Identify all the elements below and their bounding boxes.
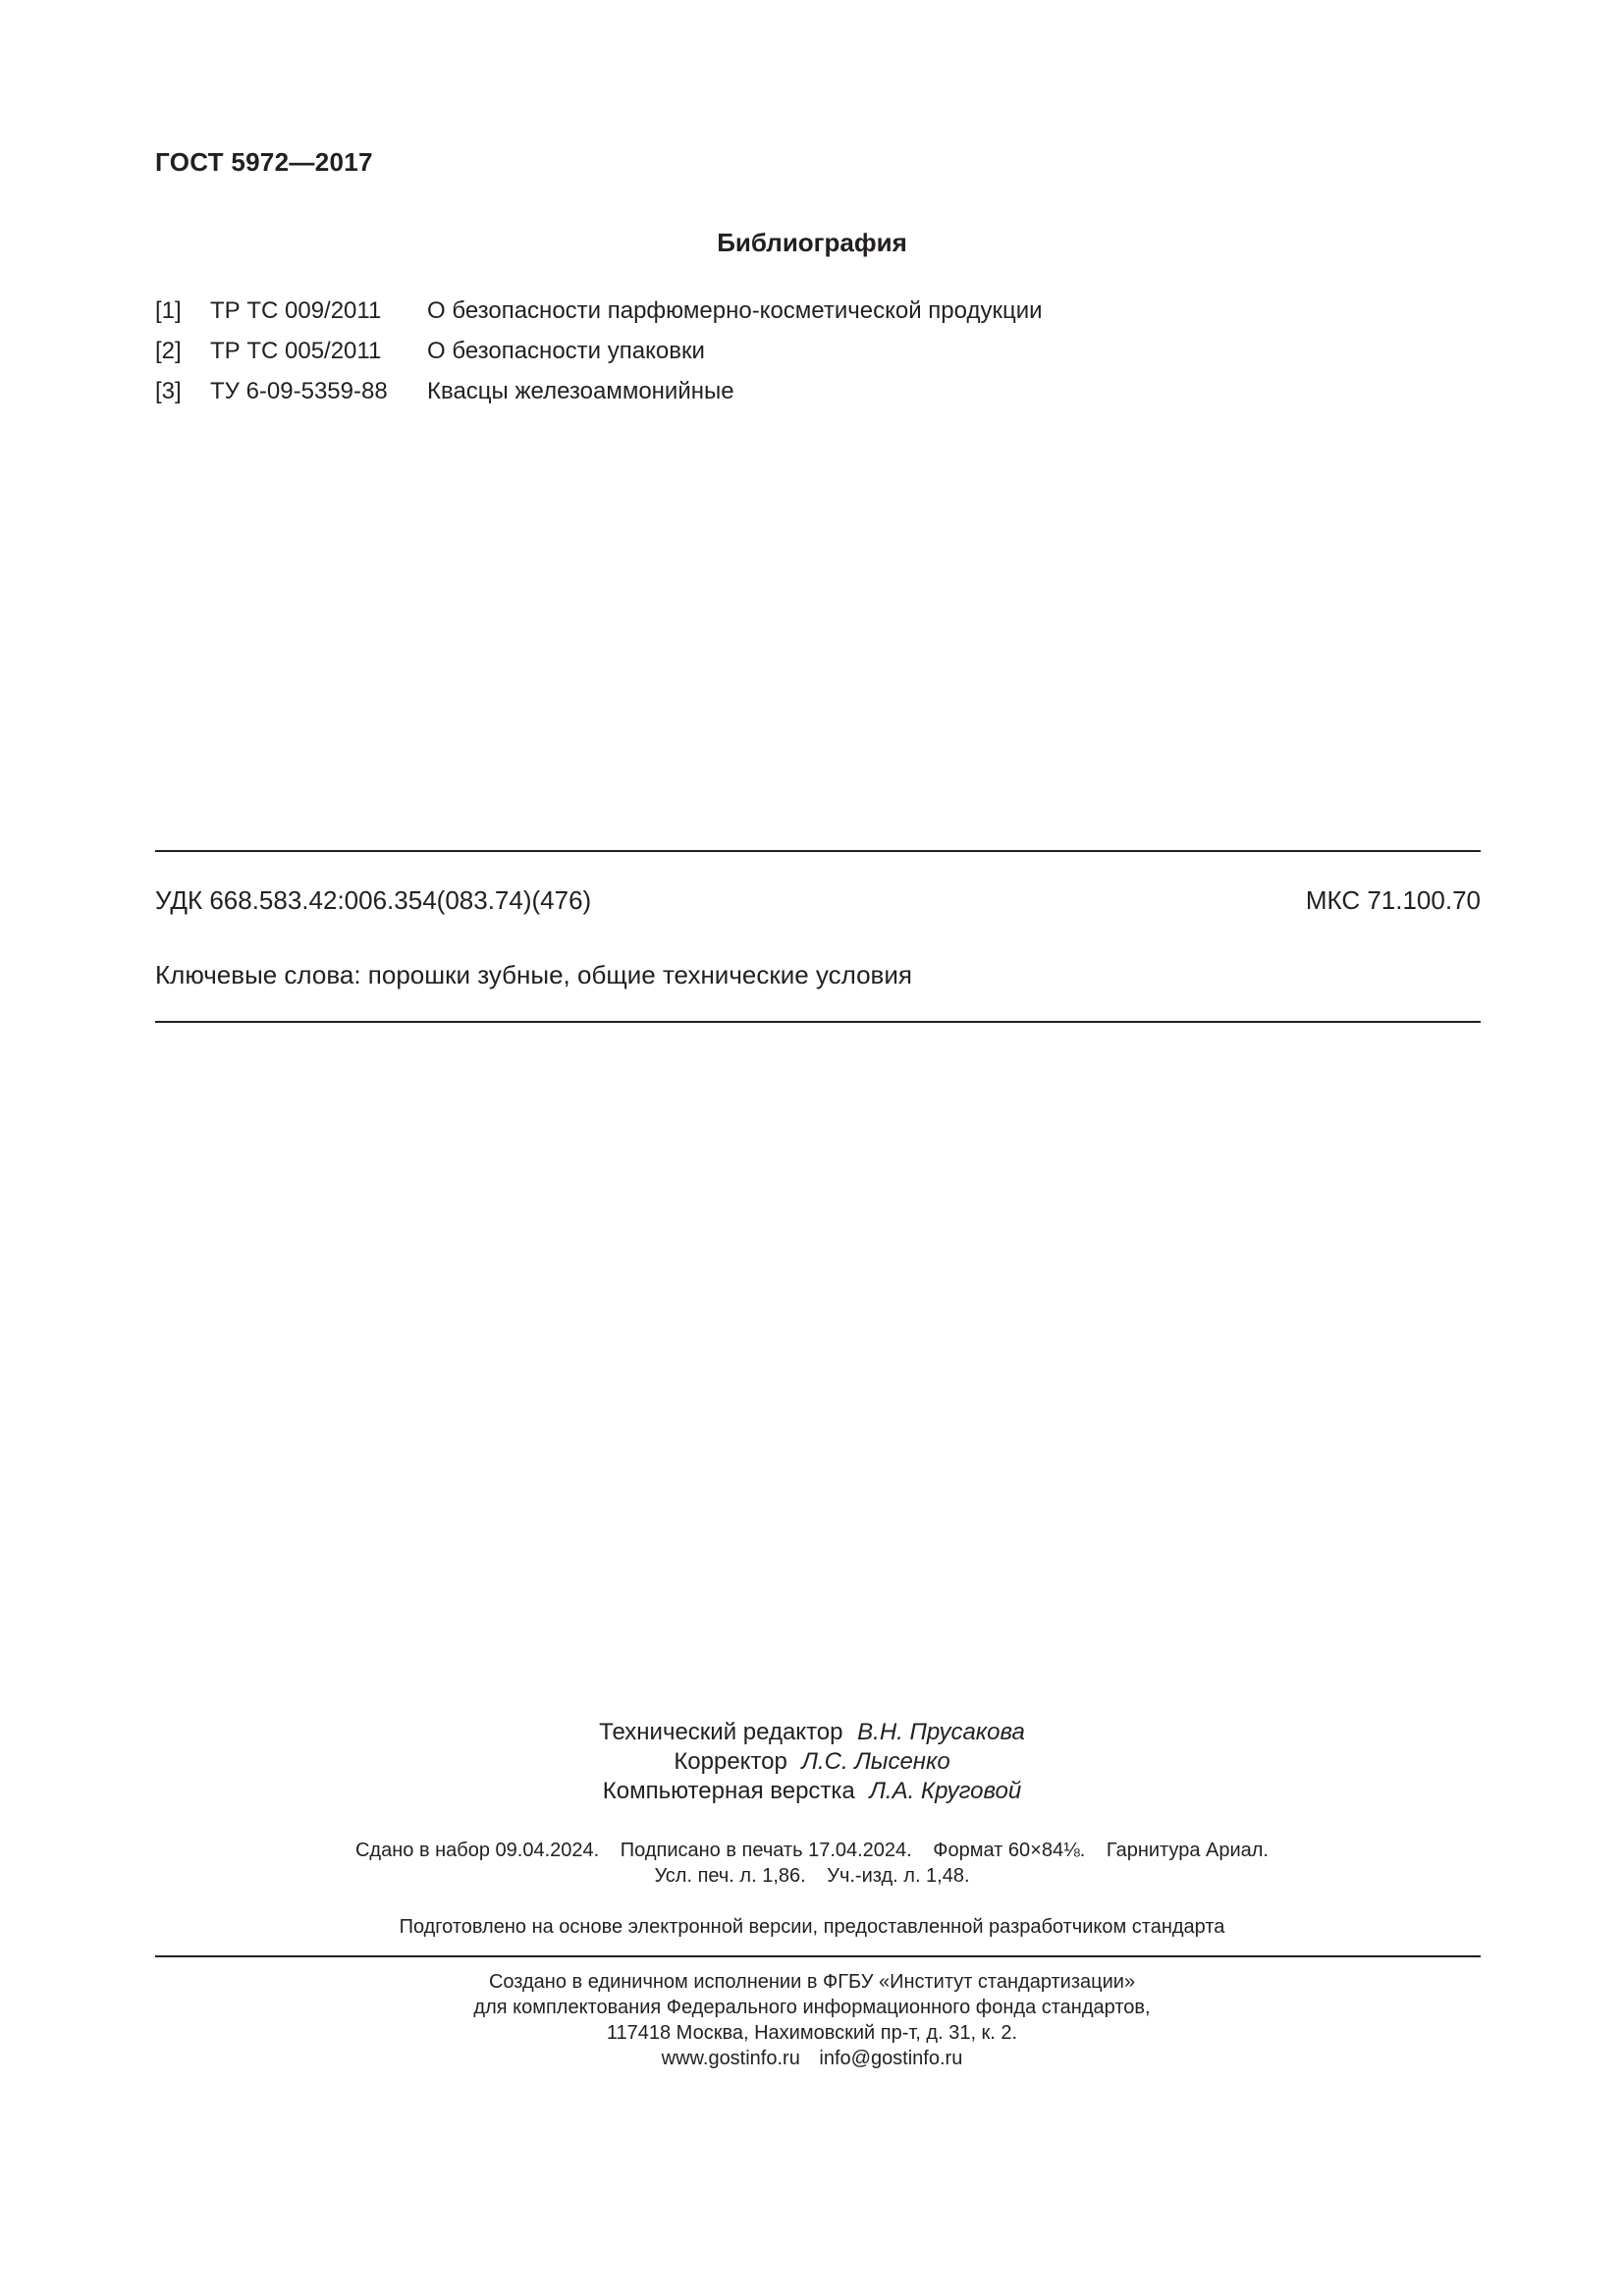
bibliography-list <box>155 296 1481 417</box>
bibliography-item-title: О безопасности упаковки <box>427 338 705 364</box>
publisher-line-1: Создано в единичном исполнении в ФГБУ «Институт стандартизации» <box>488 1971 1136 1993</box>
publisher-email-link[interactable]: info@gostinfo.ru <box>819 2048 963 2069</box>
standard-number: ГОСТ 5972—2017 <box>155 147 373 177</box>
imprint-print-sheets: Усл. печ. л. 1,86. <box>654 1865 806 1887</box>
prepared-note: Подготовлено на основе электронной версии, предоставленной разработчиком стандарта <box>399 1916 1225 1938</box>
imprint-line-1 <box>0 1838 1624 1863</box>
imprint-signed: Подписано в печать 17.04.2024. <box>620 1840 912 1861</box>
credit-tech-editor <box>0 1718 1624 1747</box>
publisher-line-2: для комплектования Федерального информационного фонда стандартов, <box>473 1997 1151 2018</box>
credit-label: Корректор <box>674 1748 787 1775</box>
publisher-line-3: 117418 Москва, Нахимовский пр-т, д. 31, к. 2. <box>606 2022 1018 2044</box>
mks-code: МКС 71.100.70 <box>1305 885 1481 915</box>
imprint-block <box>0 1838 1624 1889</box>
divider-top <box>155 850 1481 852</box>
publisher-block <box>0 1969 1624 2071</box>
keywords: Ключевые слова: порошки зубные, общие технические условия <box>155 960 912 989</box>
bibliography-item-code: ТР ТС 009/2011 <box>210 297 382 324</box>
bibliography-item-title: О безопасности парфюмерно-косметической продукции <box>427 297 1043 324</box>
bibliography-item <box>155 296 1481 337</box>
credits-block <box>0 1718 1624 1806</box>
bibliography-item-title: Квасцы железоаммонийные <box>427 378 734 404</box>
bibliography-item-code: ТР ТС 005/2011 <box>210 338 382 364</box>
credit-person: В.Н. Прусакова <box>857 1719 1025 1745</box>
credit-label: Технический редактор <box>599 1719 843 1745</box>
credit-person: Л.С. Лысенко <box>801 1748 950 1775</box>
credit-layout <box>0 1777 1624 1806</box>
bibliography-item-number: [3] <box>155 378 182 404</box>
imprint-submitted: Сдано в набор 09.04.2024. <box>354 1840 600 1861</box>
credit-label: Компьютерная верстка <box>602 1778 855 1804</box>
udk-code: УДК 668.583.42:006.354(083.74)(476) <box>155 885 592 915</box>
bibliography-item-code: ТУ 6-09-5359-88 <box>210 378 388 404</box>
publisher-website-link[interactable]: www.gostinfo.ru <box>661 2048 800 2069</box>
imprint-publisher-sheets: Уч.-изд. л. 1,48. <box>827 1865 970 1887</box>
bibliography-item-number: [1] <box>155 297 182 324</box>
imprint-line-2 <box>0 1863 1624 1889</box>
divider-middle <box>155 1021 1481 1023</box>
imprint-typeface: Гарнитура Ариал. <box>1106 1840 1269 1861</box>
bibliography-item-number: [2] <box>155 338 182 364</box>
bibliography-item <box>155 337 1481 377</box>
imprint-format: Формат 60×84⅛. <box>933 1840 1086 1861</box>
divider-bottom <box>155 1955 1481 1957</box>
credit-person: Л.А. Круговой <box>869 1778 1022 1804</box>
publisher-contacts <box>0 2046 1624 2071</box>
credit-corrector <box>0 1747 1624 1777</box>
bibliography-title: Библиография <box>717 228 907 257</box>
bibliography-item <box>155 377 1481 417</box>
